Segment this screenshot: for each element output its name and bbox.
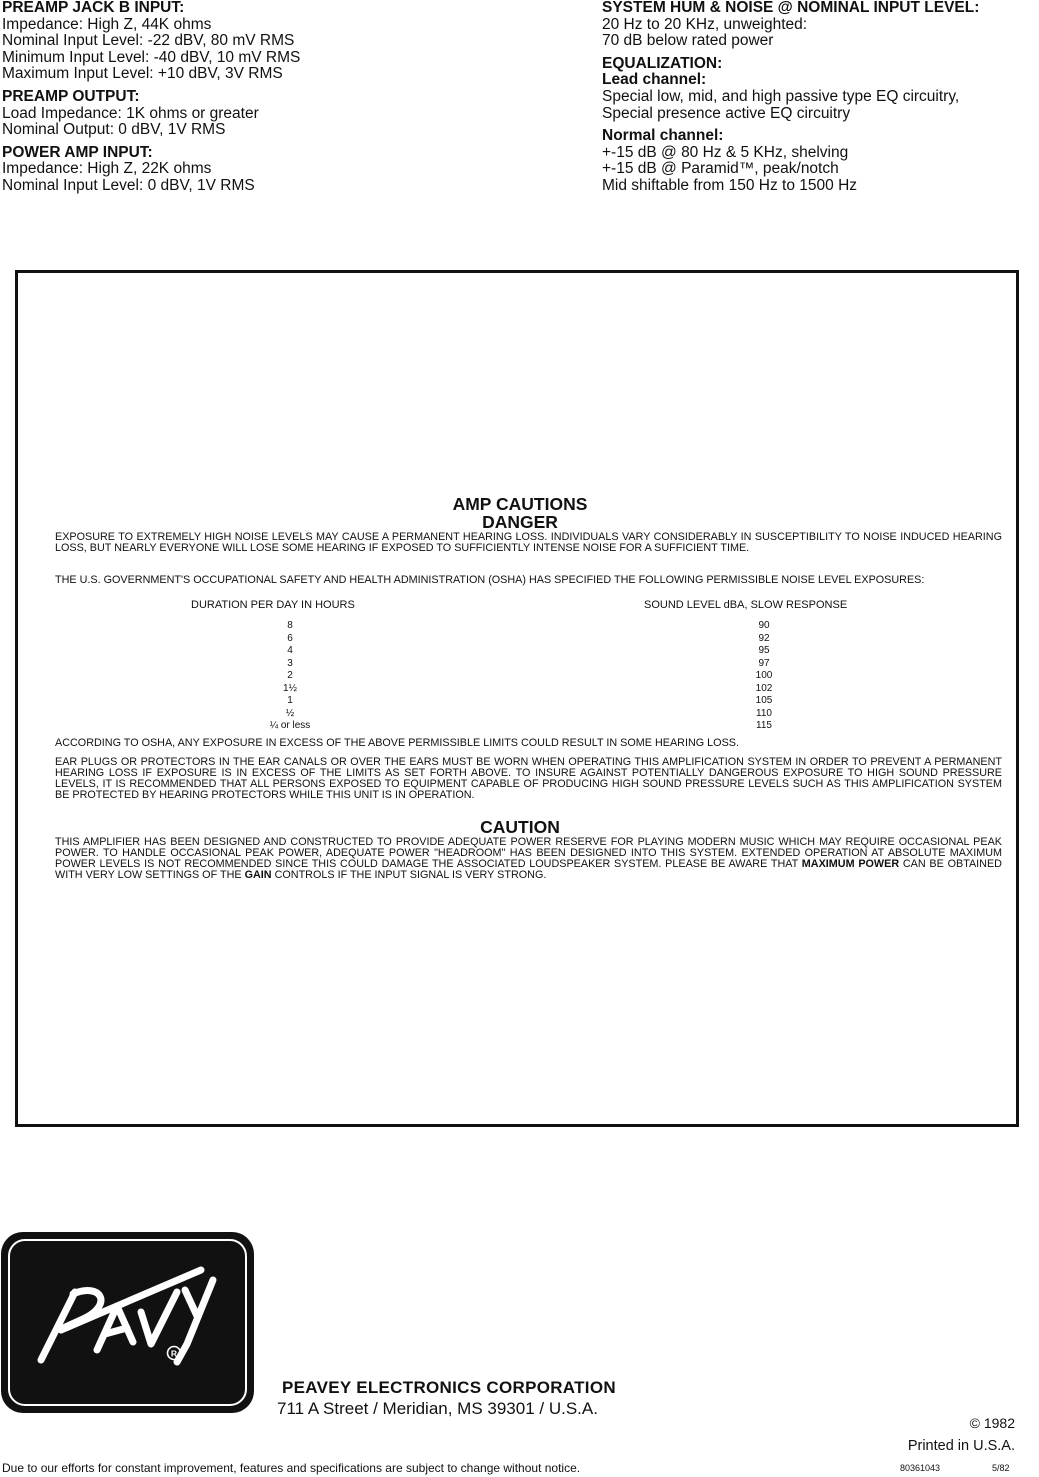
spec-heading: EQUALIZATION: xyxy=(602,54,723,72)
caution-text: CONTROLS IF THE INPUT SIGNAL IS VERY STRONG. xyxy=(271,869,547,881)
spec-line: Special low, mid, and high passive type EQ circuitry, xyxy=(602,87,960,105)
spec-line: +-15 dB @ Paramid™, peak/notch xyxy=(602,160,839,178)
table-cell: 4 xyxy=(287,645,293,656)
spec-line: Impedance: High Z, 44K ohms xyxy=(2,15,212,33)
corporation-name: PEAVEY ELECTRONICS CORPORATION xyxy=(282,1378,616,1397)
spec-power-amp-input xyxy=(2,145,502,195)
disclaimer: Due to our efforts for constant improvement, features and specifications are subject to change without notice. xyxy=(2,1461,581,1475)
table-cell: 1½ xyxy=(283,682,297,694)
caution-paragraph xyxy=(55,837,1002,881)
table-cell: 100 xyxy=(755,670,773,681)
spec-subheading: Normal channel: xyxy=(602,127,724,145)
caution-title: CAUTION xyxy=(480,817,560,837)
amp-cautions-title: AMP CAUTIONS xyxy=(452,494,588,514)
spec-line: 70 dB below rated power xyxy=(602,32,774,50)
duration-column xyxy=(260,620,320,733)
spec-subheading: Lead channel: xyxy=(602,71,707,89)
specs-left-column xyxy=(2,0,502,195)
spec-line: 20 Hz to 20 KHz, unweighted: xyxy=(602,15,808,33)
table-cell: ½ xyxy=(285,707,295,719)
danger-title: DANGER xyxy=(482,512,558,532)
table-cell: 115 xyxy=(756,720,772,731)
spec-line: Nominal Input Level: 0 dBV, 1V RMS xyxy=(2,176,255,194)
table-cell: ¼ or less xyxy=(269,720,311,731)
spec-line: +-15 dB @ 80 Hz & 5 KHz, shelving xyxy=(602,143,849,161)
danger-paragraph: EXPOSURE TO EXTREMELY HIGH NOISE LEVELS MAY CAUSE A PERMANENT HEARING LOSS. INDIVIDUALS VARY CONSIDERABLY IN SUSCEPTIBILITY TO NOISE INDUCED HEARING LOSS, BUT NEARLY EVERYONE WILL LOSE SOME HEARING IF EXPOSED TO SUFFICIENTLY INTENSE NOISE FOR A SUFFICIENT TIME. xyxy=(55,531,1002,554)
sound-level-column-header: SOUND LEVEL dBA, SLOW RESPONSE xyxy=(644,599,848,611)
caution-emphasis: MAXIMUM POWER xyxy=(801,858,900,870)
table-cell: 92 xyxy=(758,632,770,644)
table-cell: 97 xyxy=(758,657,770,669)
date-code: 5/82 xyxy=(992,1463,1010,1473)
spec-heading: PREAMP OUTPUT: xyxy=(2,87,140,105)
table-cell: 90 xyxy=(758,620,770,631)
peavey-wordmark-icon xyxy=(1,1232,254,1413)
spec-equalization xyxy=(602,56,1032,195)
spec-line: Mid shiftable from 150 Hz to 1500 Hz xyxy=(602,176,858,194)
ear-protection-paragraph: EAR PLUGS OR PROTECTORS IN THE EAR CANALS OR OVER THE EARS MUST BE WORN WHEN OPERATING THIS AMPLIFICATION SYSTEM IN ORDER TO PREVENT A PERMANENT HEARING LOSS IF EXPOSURE IS IN EXCESS OF THE LIMITS AS SET FORTH ABOVE. TO INSURE AGAINST POTENTIALLY DANGEROUS EXPOSURE TO HIGH SOUND PRESSURE LEVELS, IT IS RECOMMENDED THAT ALL PERSONS EXPOSED TO EQUIPMENT CAPABLE OF PRODUCING HIGH SOUND PRESSURE LEVELS SUCH AS THIS AMPLIFICATION SYSTEM BE PROTECTED BY HEARING PROTECTORS WHILE THIS UNIT IS IN OPERATION. xyxy=(55,756,1002,801)
peavey-logo xyxy=(1,1232,254,1413)
sound-level-column xyxy=(734,620,794,733)
caution-emphasis: GAIN xyxy=(244,869,272,881)
spec-line: Minimum Input Level: -40 dBV, 10 mV RMS xyxy=(2,48,301,66)
caution-text: CAN BE OBTAINED WITH VERY LOW SETTINGS OF THE xyxy=(55,858,1002,881)
amp-cautions-box xyxy=(15,270,1019,1127)
osha-paragraph: THE U.S. GOVERNMENT'S OCCUPATIONAL SAFETY AND HEALTH ADMINISTRATION (OSHA) HAS SPECIFIED THE FOLLOWING PERMISSIBLE NOISE LEVEL EXPOSURES: xyxy=(55,574,925,586)
table-cell: 8 xyxy=(287,620,293,631)
spec-line: Special presence active EQ circuitry xyxy=(602,104,851,122)
corporation-address: 711 A Street / Meridian, MS 39301 / U.S.A. xyxy=(277,1399,598,1418)
table-cell: 95 xyxy=(758,645,770,656)
table-cell: 1 xyxy=(287,695,293,706)
caution-text: THIS AMPLIFIER HAS BEEN DESIGNED AND CONSTRUCTED TO PROVIDE ADEQUATE POWER RESERVE FOR PLAYING MODERN MUSIC WHICH MAY REQUIRE OCCASIONAL PEAK POWER. TO HANDLE OCCASIONAL PEAK POWER, ADEQUATE POWER "HEADROOM" HAS BEEN DESIGNED INTO THIS SYSTEM. EXTENDED OPERATION AT ABSOLUTE MAXIMUM POWER LEVELS IS NOT RECOMMENDED SINCE THIS COULD DAMAGE THE ASSOCIATED LOUDSPEAKER SYSTEM. PLEASE BE AWARE THAT xyxy=(55,836,1002,870)
table-cell: 2 xyxy=(287,670,293,681)
spec-line: Nominal Output: 0 dBV, 1V RMS xyxy=(2,121,226,139)
osha-limits-paragraph: ACCORDING TO OSHA, ANY EXPOSURE IN EXCESS OF THE ABOVE PERMISSIBLE LIMITS COULD RESULT IN SOME HEARING LOSS. xyxy=(55,737,739,749)
svg-text:R: R xyxy=(170,1348,178,1359)
spec-line: Maximum Input Level: +10 dBV, 3V RMS xyxy=(2,65,283,83)
spec-line: Nominal Input Level: -22 dBV, 80 mV RMS xyxy=(2,32,295,50)
table-cell: 6 xyxy=(287,632,293,644)
duration-column-header: DURATION PER DAY IN HOURS xyxy=(191,599,355,611)
table-cell: 102 xyxy=(755,682,773,694)
spec-heading: POWER AMP INPUT: xyxy=(2,143,153,161)
spec-heading: PREAMP JACK B INPUT: xyxy=(2,0,185,16)
table-cell: 105 xyxy=(755,695,773,706)
printed-location: Printed in U.S.A. xyxy=(907,1438,1015,1454)
specs-right-column xyxy=(602,0,1032,195)
spec-hum-noise xyxy=(602,0,1032,50)
spec-preamp-jack-b xyxy=(2,0,502,83)
spec-line: Impedance: High Z, 22K ohms xyxy=(2,160,212,178)
spec-preamp-output xyxy=(2,89,502,139)
spec-line: Load Impedance: 1K ohms or greater xyxy=(2,104,259,122)
table-cell: 110 xyxy=(756,707,772,719)
copyright-notice: © 1982 xyxy=(969,1415,1015,1431)
table-cell: 3 xyxy=(287,657,293,669)
spec-heading: SYSTEM HUM & NOISE @ NOMINAL INPUT LEVEL: xyxy=(602,0,980,16)
part-number: 80361043 xyxy=(900,1463,941,1473)
